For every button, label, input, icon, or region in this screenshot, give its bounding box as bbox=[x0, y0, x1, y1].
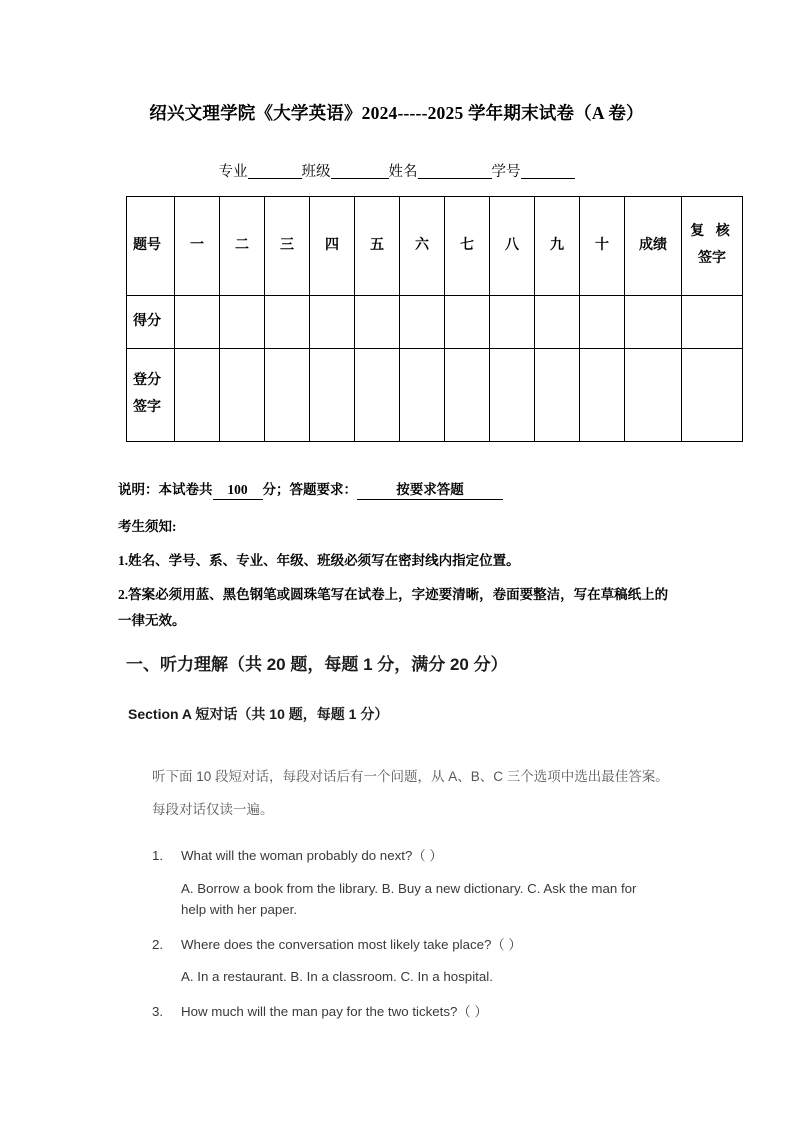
table-header-row bbox=[127, 197, 743, 296]
header-cell-10: 十 bbox=[580, 197, 625, 296]
header-cell-8: 八 bbox=[490, 197, 535, 296]
header-cell-5: 五 bbox=[355, 197, 400, 296]
score-cell[interactable] bbox=[445, 296, 490, 349]
name-label: 姓名 bbox=[388, 164, 418, 180]
header-cell-review-signature bbox=[682, 197, 743, 296]
signature-cell[interactable] bbox=[445, 349, 490, 442]
signature-cell[interactable] bbox=[310, 349, 355, 442]
question-text: How much will the man pay for the two tickets?（ ） bbox=[181, 1003, 488, 1019]
header-cell-7: 七 bbox=[445, 197, 490, 296]
signature-cell[interactable] bbox=[400, 349, 445, 442]
score-cell[interactable] bbox=[490, 296, 535, 349]
row-label-score-obtained: 得分 bbox=[127, 296, 175, 349]
question-stem bbox=[152, 935, 662, 956]
signature-cell[interactable] bbox=[265, 349, 310, 442]
header-cell-question-number: 题号 bbox=[127, 197, 175, 296]
major-blank[interactable] bbox=[248, 163, 302, 179]
score-cell[interactable] bbox=[220, 296, 265, 349]
score-cell-review[interactable] bbox=[682, 296, 743, 349]
class-blank[interactable] bbox=[331, 163, 389, 179]
signature-cell[interactable] bbox=[220, 349, 265, 442]
score-cell-total[interactable] bbox=[625, 296, 682, 349]
review-label-line2: 签字 bbox=[698, 251, 726, 266]
signature-cell[interactable] bbox=[580, 349, 625, 442]
class-label: 班级 bbox=[301, 164, 331, 180]
question-options: A. In a restaurant. B. In a classroom. C. In a hospital. bbox=[181, 969, 493, 985]
header-cell-2: 二 bbox=[220, 197, 265, 296]
statement-middle: 分；答题要求： bbox=[262, 482, 357, 497]
total-points-value: 100 bbox=[213, 482, 263, 500]
listening-directions: 听下面 10 段短对话，每段对话后有一个问题，从 A、B、C 三个选项中选出最佳答案。每段对话仅读一遍。 bbox=[152, 769, 669, 818]
score-cell[interactable] bbox=[535, 296, 580, 349]
score-cell[interactable] bbox=[580, 296, 625, 349]
score-cell[interactable] bbox=[310, 296, 355, 349]
question-number: 1. bbox=[152, 848, 164, 863]
table-row bbox=[127, 349, 743, 442]
signature-cell-total[interactable] bbox=[625, 349, 682, 442]
score-cell[interactable] bbox=[265, 296, 310, 349]
signature-cell[interactable] bbox=[175, 349, 220, 442]
question-stem bbox=[152, 846, 662, 867]
section-one-heading: 一、听力理解（共 20 题，每题 1 分，满分 20 分） bbox=[126, 655, 508, 674]
table-row bbox=[127, 296, 743, 349]
candidate-notice-item-2: 2.答案必须用蓝、黑色钢笔或圆珠笔写在试卷上，字迹要清晰，卷面要整洁，写在草稿纸上的一律无效。 bbox=[118, 587, 669, 629]
score-cell[interactable] bbox=[400, 296, 445, 349]
exam-statement bbox=[118, 478, 503, 500]
entry-label-line2: 签字 bbox=[133, 400, 161, 415]
question-text: What will the woman probably do next?（ ） bbox=[181, 848, 443, 863]
identity-fields-line bbox=[0, 160, 793, 181]
signature-cell[interactable] bbox=[490, 349, 535, 442]
header-cell-9: 九 bbox=[535, 197, 580, 296]
page-title: 绍兴文理学院《大学英语》2024-----2025 学年期末试卷（A 卷） bbox=[149, 103, 644, 123]
name-blank[interactable] bbox=[418, 163, 492, 179]
header-cell-6: 六 bbox=[400, 197, 445, 296]
answer-requirement-value: 按要求答题 bbox=[357, 478, 503, 500]
header-cell-3: 三 bbox=[265, 197, 310, 296]
list-item bbox=[152, 846, 662, 921]
entry-label-line1: 登分 bbox=[133, 373, 161, 389]
header-cell-total: 成绩 bbox=[625, 197, 682, 296]
question-number: 3. bbox=[152, 1003, 164, 1019]
score-cell[interactable] bbox=[355, 296, 400, 349]
candidate-notice-title: 考生须知: bbox=[118, 519, 177, 534]
header-cell-1: 一 bbox=[175, 197, 220, 296]
question-number: 2. bbox=[152, 936, 164, 952]
major-label: 专业 bbox=[218, 164, 248, 180]
statement-prefix: 说明：本试卷共 bbox=[118, 482, 213, 497]
question-options: A. Borrow a book from the library. B. Buy a new dictionary. C. Ask the man for help with her paper. bbox=[181, 880, 637, 918]
student-id-blank[interactable] bbox=[521, 163, 575, 179]
list-item bbox=[152, 1002, 662, 1023]
student-id-label: 学号 bbox=[491, 164, 521, 180]
signature-cell[interactable] bbox=[535, 349, 580, 442]
signature-cell-review[interactable] bbox=[682, 349, 743, 442]
signature-cell[interactable] bbox=[355, 349, 400, 442]
review-label-line1: 复 核 bbox=[690, 224, 734, 240]
question-text: Where does the conversation most likely take place?（ ） bbox=[181, 936, 522, 952]
score-table bbox=[126, 196, 743, 442]
candidate-notice-item-1: 1.姓名、学号、系、专业、年级、班级必须写在密封线内指定位置。 bbox=[118, 553, 520, 568]
question-list bbox=[152, 846, 662, 1036]
header-cell-4: 四 bbox=[310, 197, 355, 296]
score-cell[interactable] bbox=[175, 296, 220, 349]
row-label-score-entry-signature bbox=[127, 349, 175, 442]
list-item bbox=[152, 935, 662, 988]
question-stem bbox=[152, 1002, 662, 1023]
section-a-subheading: Section A 短对话（共 10 题，每题 1 分） bbox=[128, 706, 389, 722]
